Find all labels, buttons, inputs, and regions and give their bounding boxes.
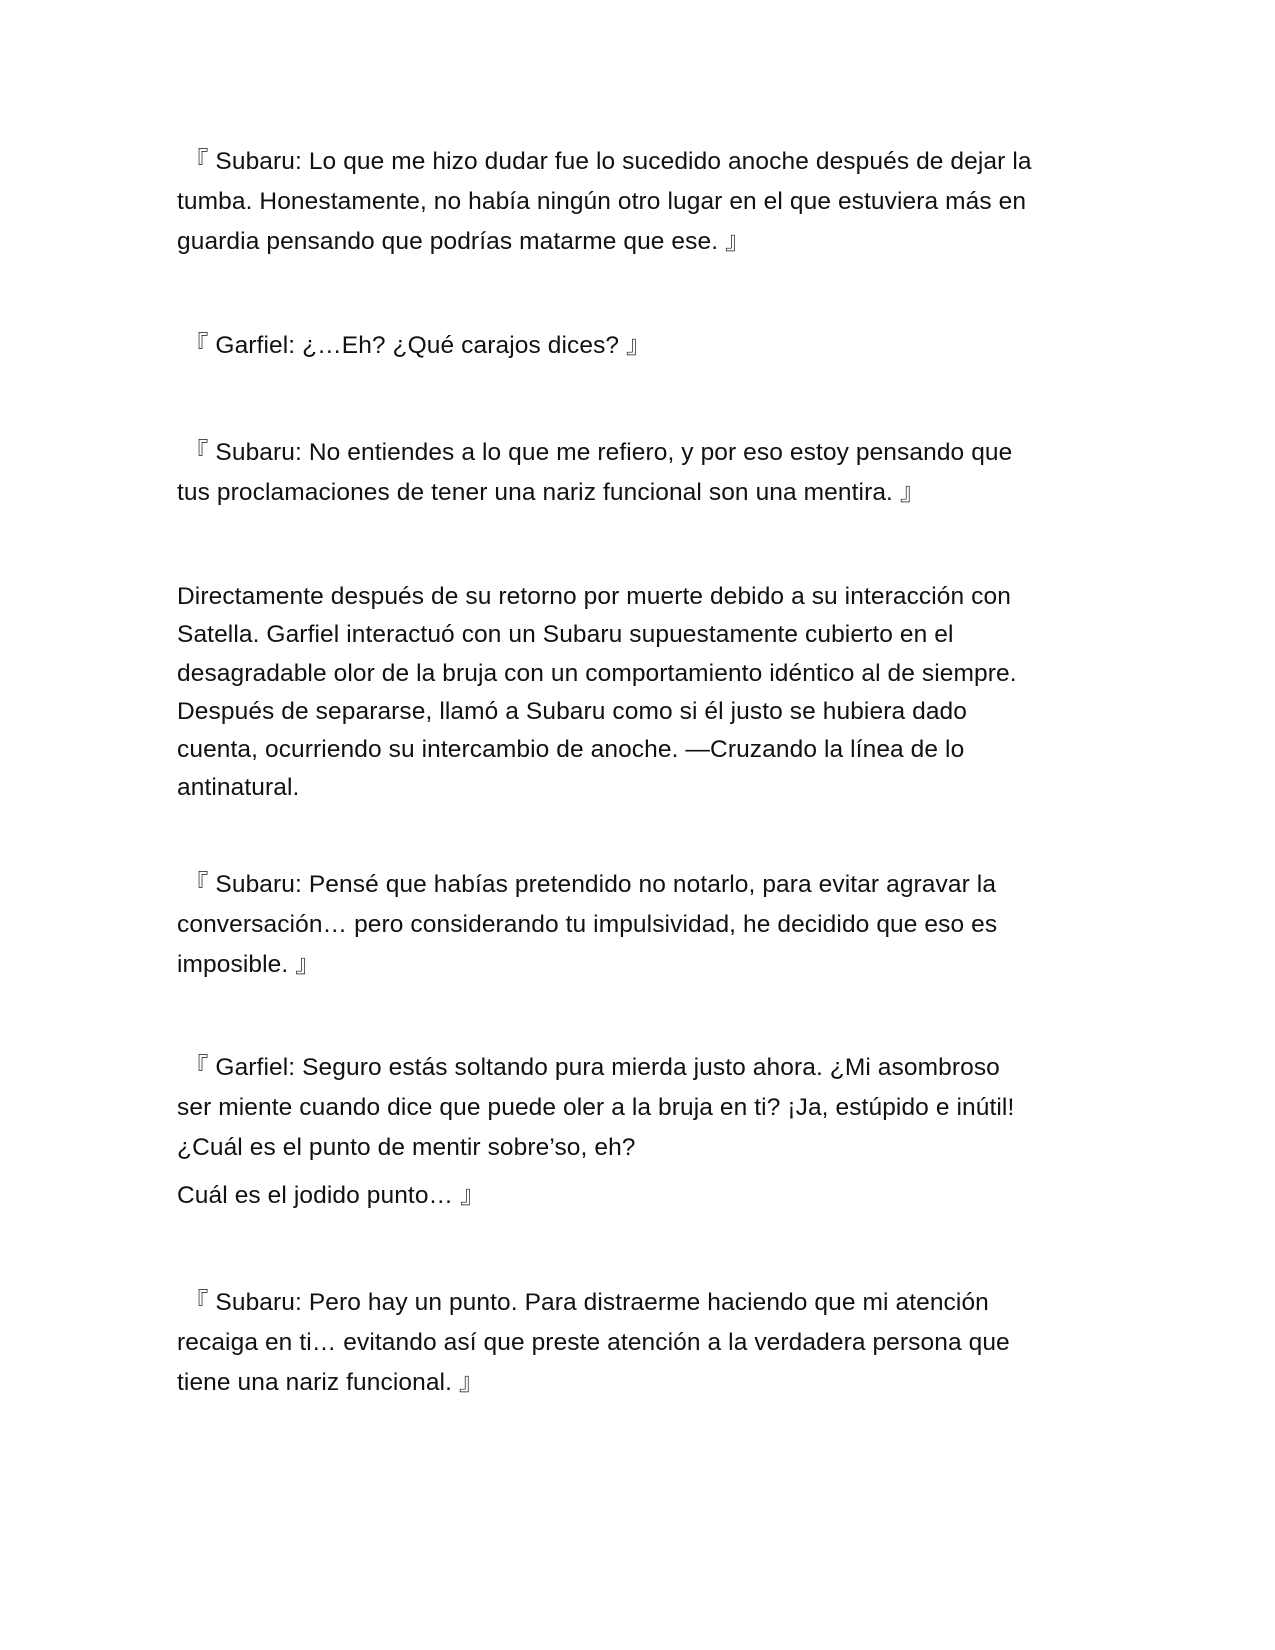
text-line: ¿Cuál es el punto de mentir sobre’so, eh? (177, 1134, 636, 1161)
text-line: 『 Subaru: Pensé que habías pretendido no notarlo, para evitar agravar la (177, 871, 997, 898)
text-line: ser miente cuando dice que puede oler a la bruja en ti? ¡Ja, estúpido e inútil! (177, 1094, 1015, 1121)
dialogue-garfiel-1 (177, 326, 1107, 366)
text-line: tiene una nariz funcional. 』 (177, 1369, 484, 1396)
text-line: desagradable olor de la bruja con un comportamiento idéntico al de siempre. (177, 659, 1017, 687)
text-line: imposible. 』 (177, 951, 320, 978)
text-line: Cuál es el jodido punto… 』 (177, 1182, 485, 1209)
text-line: tumba. Honestamente, no había ningún otro lugar en el que estuviera más en (177, 188, 1027, 215)
text-line: antinatural. (177, 774, 300, 802)
dialogue-subaru-2 (177, 433, 1107, 513)
text-line: 『 Garfiel: Seguro estás soltando pura mierda justo ahora. ¿Mi asombroso (177, 1054, 1000, 1081)
text-line: Después de separarse, llamó a Subaru como si él justo se hubiera dado (177, 697, 967, 725)
text-line: guardia pensando que podrías matarme que ese. 』 (177, 228, 750, 255)
dialogue-subaru-4 (177, 1283, 1107, 1403)
dialogue-subaru-3 (177, 865, 1107, 985)
dialogue-garfiel-2-end (177, 1176, 1107, 1216)
text-line: recaiga en ti… evitando así que preste atención a la verdadera persona que (177, 1329, 1010, 1356)
text-line: tus proclamaciones de tener una nariz funcional son una mentira. 』 (177, 479, 925, 506)
text-line: 『 Subaru: No entiendes a lo que me refiero, y por eso estoy pensando que (177, 439, 1013, 466)
dialogue-garfiel-2 (177, 1048, 1107, 1168)
dialogue-subaru-1 (177, 142, 1107, 262)
narration-paragraph (177, 578, 1107, 808)
text-line: 『 Subaru: Pero hay un punto. Para distraerme haciendo que mi atención (177, 1289, 989, 1316)
text-line: Directamente después de su retorno por muerte debido a su interacción con (177, 583, 1011, 610)
text-line: 『 Subaru: Lo que me hizo dudar fue lo sucedido anoche después de dejar la (177, 148, 1032, 175)
text-line: cuenta, ocurriendo su intercambio de anoche. —Cruzando la línea de lo (177, 736, 965, 764)
text-line: conversación… pero considerando tu impulsividad, he decidido que eso es (177, 911, 998, 938)
text-line: 『 Garfiel: ¿…Eh? ¿Qué carajos dices? 』 (177, 332, 651, 359)
text-line: Satella. Garfiel interactuó con un Subaru supuestamente cubierto en el (177, 621, 954, 649)
